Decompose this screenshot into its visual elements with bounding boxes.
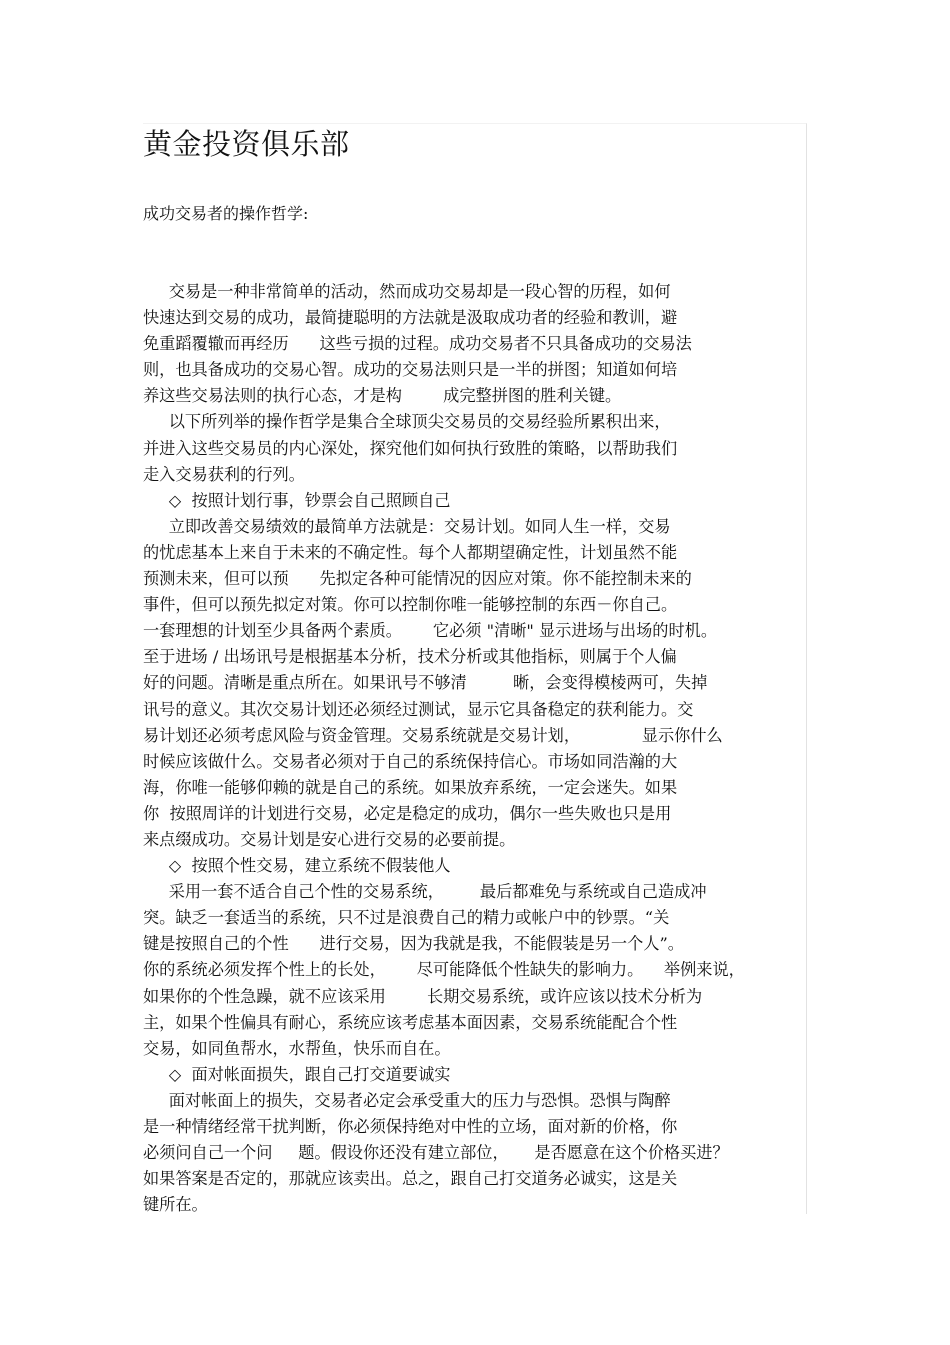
- body-line: 并进入这些交易员的内心深处，探究他们如何执行致胜的策略，以帮助我们: [143, 438, 678, 458]
- body-line: 主，如果个性偏具有耐心，系统应该考虑基本面因素，交易系统能配合个性: [143, 1012, 678, 1032]
- body-line: 时候应该做什么。交易者必须对于自己的系统保持信心。市场如同浩瀚的大: [143, 751, 678, 771]
- body-line: 必须问自己一个问 题。假设你还没有建立部位， 是否愿意在这个价格买进？: [143, 1143, 729, 1163]
- body-line: 预测未来，但可以预 先拟定各种可能情况的因应对策。你不能控制未来的: [143, 569, 692, 589]
- body-line: 一套理想的计划至少具备两个素质。 它必须 "清晰" 显示进场与出场的时机。: [143, 621, 718, 641]
- body-line: 键所在。: [143, 1195, 208, 1215]
- body-line: 易计划还必须考虑风险与资金管理。交易系统就是交易计划， 显示你什么: [143, 725, 723, 745]
- body-line: 至于进场 / 出场讯号是根据基本分析，技术分析或其他指标，则属于个人偏: [143, 647, 677, 667]
- body-line: 采用一套不适合自己个性的交易系统， 最后都难免与系统或自己造成冲: [143, 882, 707, 902]
- document-subtitle: 成功交易者的操作哲学:: [143, 204, 309, 223]
- body-line: 交易是一种非常简单的活动，然而成功交易却是一段心智的历程，如何: [143, 282, 671, 301]
- body-line: 事件，但可以预先拟定对策。你可以控制你唯一能够控制的东西－你自己。: [143, 595, 678, 615]
- document-title: 黄金投资俱乐部: [143, 127, 350, 161]
- body-line: 快速达到交易的成功，最简捷聪明的方法就是汲取成功者的经验和教训，避: [143, 308, 678, 328]
- body-line: 好的问题。清晰是重点所在。如果讯号不够清 晰，会变得模棱两可，失掉: [143, 673, 708, 693]
- body-line: 是一种情绪经常干扰判断，你必须保持绝对中性的立场，面对新的价格，你: [143, 1117, 678, 1136]
- body-line: 如果答案是否定的，那就应该卖出。总之，跟自己打交道务必诚实，这是关: [143, 1169, 678, 1189]
- body-line: 你 按照周详的计划进行交易，必定是稳定的成功，偶尔一些失败也只是用: [143, 803, 672, 823]
- body-line: 海，你唯一能够仰赖的就是自己的系统。如果放弃系统，一定会迷失。如果: [143, 777, 678, 797]
- body-line: 面对帐面上的损失，交易者必定会承受重大的压力与恐惧。恐惧与陶醉: [143, 1090, 671, 1110]
- body-line: 的忧虑基本上来自于未来的不确定性。每个人都期望确定性，计划虽然不能: [143, 542, 678, 562]
- body-line: 突。缺乏一套适当的系统，只不过是浪费自己的精力或帐户中的钞票。“关: [143, 908, 670, 928]
- body-line: 走入交易获利的行列。: [143, 464, 305, 484]
- body-line: 来点缀成功。交易计划是安心进行交易的必要前提。: [143, 829, 516, 849]
- document-body: [143, 279, 823, 1218]
- body-line: 如果你的个性急躁，就不应该采用 长期交易系统，或许应该以技术分析为: [143, 986, 703, 1006]
- body-line: 立即改善交易绩效的最简单方法就是：交易计划。如同人生一样，交易: [143, 516, 671, 536]
- body-line: 交易，如同鱼帮水，水帮鱼，快乐而自在。: [143, 1038, 451, 1058]
- body-line: 你的系统必须发挥个性上的长处， 尽可能降低个性缺失的影响力。 举例来说，: [143, 960, 745, 980]
- body-line: 以下所列举的操作哲学是集合全球顶尖交易员的交易经验所累积出来，: [143, 412, 671, 432]
- body-line: 讯号的意义。其次交易计划还必须经过测试，显示它具备稳定的获利能力。交: [143, 699, 694, 719]
- section-heading: ◇ 按照计划行事，钞票会自己照顾自己: [143, 490, 451, 510]
- section-heading: ◇ 按照个性交易，建立系统不假装他人: [143, 856, 451, 876]
- section-heading: ◇ 面对帐面损失，跟自己打交道要诚实: [143, 1064, 451, 1084]
- body-line: 养这些交易法则的执行心态，才是构 成完整拼图的胜利关键。: [143, 386, 622, 406]
- body-line: 键是按照自己的个性 进行交易，因为我就是我，不能假装是另一个人”。: [143, 934, 684, 954]
- body-line: 则，也具备成功的交易心智。成功的交易法则只是一半的拼图；知道如何培: [143, 360, 678, 380]
- body-line: 免重蹈覆辙而再经历 这些亏损的过程。成功交易者不只具备成功的交易法: [143, 334, 692, 354]
